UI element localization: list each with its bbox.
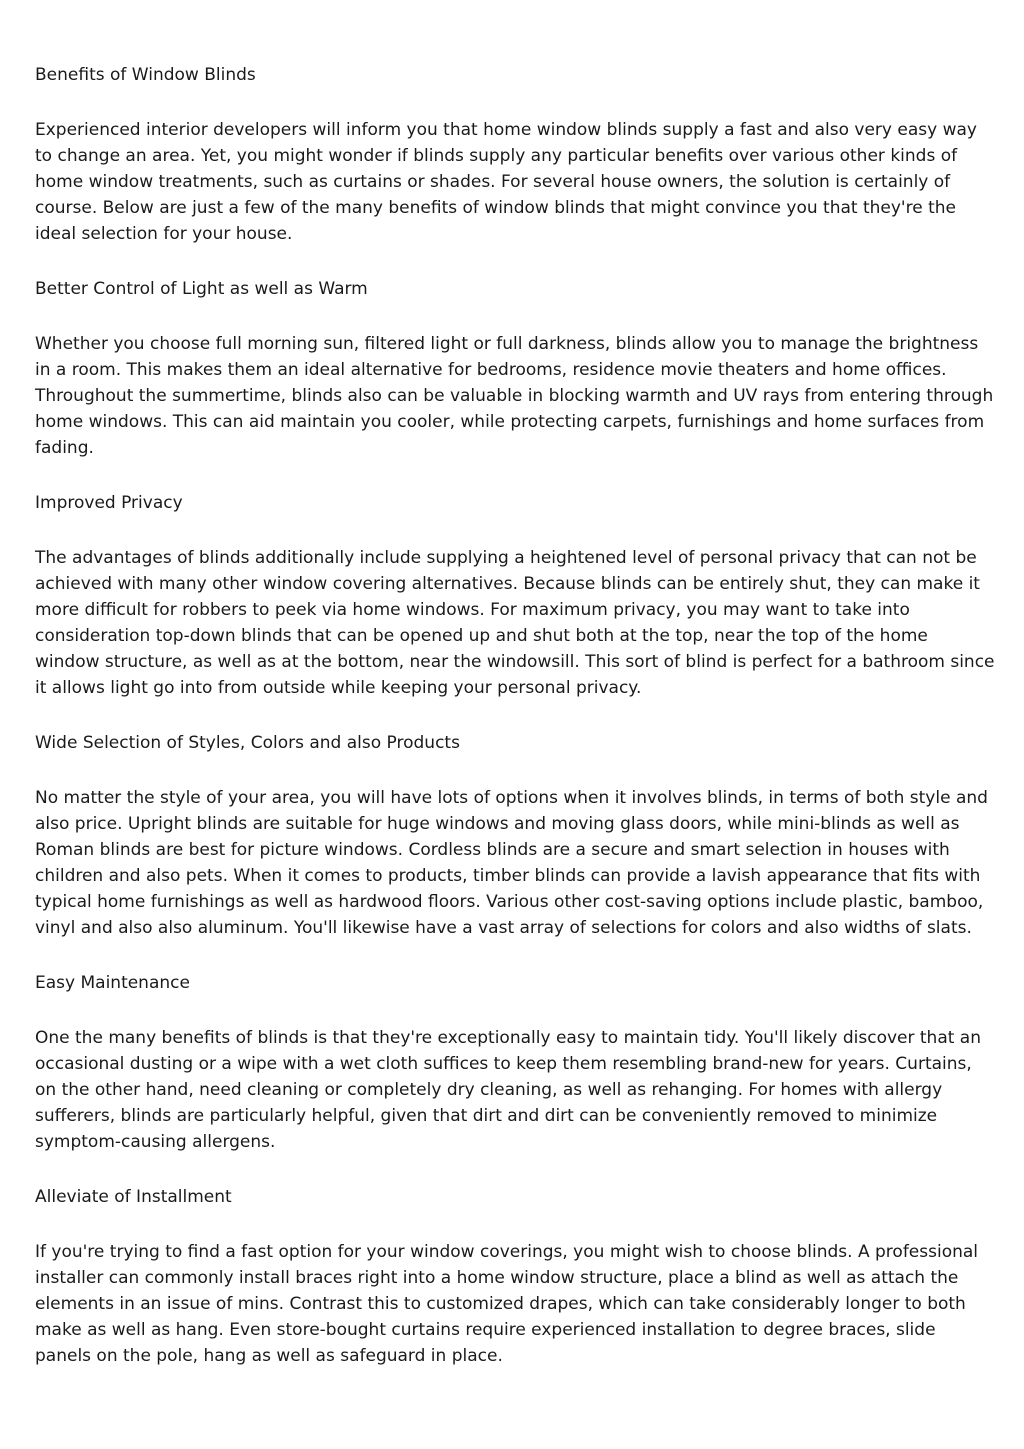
- section-heading: Improved Privacy: [35, 493, 183, 513]
- section-paragraph: The advantages of blinds additionally include supplying a heightened level of personal privacy that can not be achieved with many other window covering alternatives. Because blinds can be entirely shut, they can make it more difficult for robbers to peek via home windows. For maximum privacy, you may want to take into consideration top-down blinds that can be opened up and shut both at the top, near the top of the home window structure, as well as at the bottom, near the windowsill. This sort of blind is perfect for a bathroom since it allows light go into from outside while keeping your personal privacy.: [35, 548, 995, 698]
- section-heading: Wide Selection of Styles, Colors and also Products: [35, 733, 460, 753]
- section-paragraph: Whether you choose full morning sun, filtered light or full darkness, blinds allow you to manage the brightness in a room. This makes them an ideal alternative for bedrooms, residence movie theaters and home offices. Throughout the summertime, blinds also can be valuable in blocking warmth and UV rays from entering through home windows. This can aid maintain you cooler, while protecting carpets, furnishings and home surfaces from fading.: [35, 334, 994, 458]
- section-heading: Alleviate of Installment: [35, 1187, 232, 1207]
- section-paragraph: Experienced interior developers will inform you that home window blinds supply a fast and also very easy way to change an area. Yet, you might wonder if blinds supply any particular benefits over various other kinds of home window treatments, such as curtains or shades. For several house owners, the solution is certainly of course. Below are just a few of the many benefits of window blinds that might convince you that they're the ideal selection for your house.: [35, 120, 977, 244]
- section-paragraph: No matter the style of your area, you will have lots of options when it involves blinds, in terms of both style and also price. Upright blinds are suitable for huge windows and moving glass doors, while mini-blinds as well as Roman blinds are best for picture windows. Cordless blinds are a secure and smart selection in houses with children and also pets. When it comes to products, timber blinds can provide a lavish appearance that fits with typical home furnishings as well as hardwood floors. Various other cost-saving options include plastic, bamboo, vinyl and also also aluminum. You'll likewise have a vast array of selections for colors and also widths of slats.: [35, 788, 988, 938]
- section-paragraph: One the many benefits of blinds is that they're exceptionally easy to maintain tidy. You'll likely discover that an occasional dusting or a wipe with a wet cloth suffices to keep them resembling brand-new for years. Curtains, on the other hand, need cleaning or completely dry cleaning, as well as rehanging. For homes with allergy sufferers, blinds are particularly helpful, given that dirt and dirt can be conveniently removed to minimize symptom-causing allergens.: [35, 1028, 981, 1152]
- document-page: [35, 62, 995, 1398]
- section-heading: Easy Maintenance: [35, 973, 190, 993]
- section-paragraph: If you're trying to find a fast option for your window coverings, you might wish to choose blinds. A professional installer can commonly install braces right into a home window structure, place a blind as well as attach the elements in an issue of mins. Contrast this to customized drapes, which can take considerably longer to both make as well as hang. Even store-bought curtains require experienced installation to degree braces, slide panels on the pole, hang as well as safeguard in place.: [35, 1242, 979, 1366]
- section-heading: Benefits of Window Blinds: [35, 65, 256, 85]
- section-heading: Better Control of Light as well as Warm: [35, 279, 368, 299]
